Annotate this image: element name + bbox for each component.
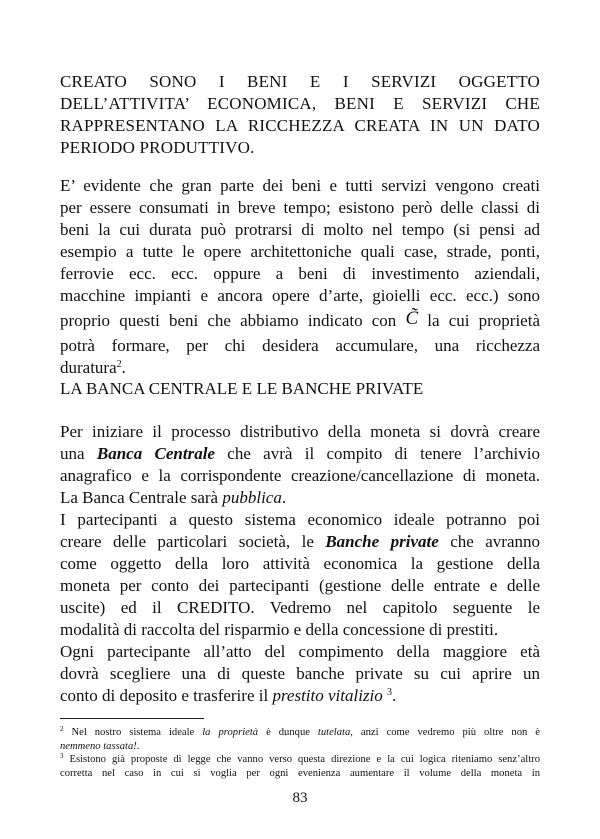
text-line: macchine impianti e ancora opere d’arte, gioielli ecc. ecc.) sono <box>60 286 540 305</box>
emphasis-central-bank: Banca Centrale <box>96 444 215 463</box>
durable-goods-paragraph <box>60 175 540 379</box>
text-line: esempio a tutte le opere architettoniche quali case, strade, ponti, <box>60 242 540 261</box>
intro-paragraph <box>60 71 540 159</box>
text-line: Per iniziare il processo distributivo della moneta si dovrà creare <box>60 422 540 441</box>
text-line: uscite) ed il CREDITO. Vedremo nel capitolo seguente le <box>60 598 540 617</box>
footnote-separator <box>60 718 204 719</box>
emphasis-private-banks: Banche private <box>325 532 439 551</box>
footnote-2-cont: nemmeno tassata!. <box>60 740 140 752</box>
text-line: anagrafico e la corrispondente creazione/cancellazione di moneta. <box>60 466 540 485</box>
section-heading: LA BANCA CENTRALE E LE BANCHE PRIVATE <box>60 379 424 398</box>
text-line: beni la cui durata può protrarsi di molto nel tempo (si pensi ad <box>60 220 540 239</box>
text-line: RAPPRESENTANO LA RICCHEZZA CREATA IN UN DATO <box>60 116 540 135</box>
footnote-3-cont: corretta nel caso in cui si voglia per ogni evenienza aumentare il volume della moneta in <box>60 767 540 779</box>
footnotes <box>60 726 540 780</box>
text-line: Ogni partecipante all’atto del compimento della maggiore età <box>60 642 540 661</box>
c-tilde-symbol: C̃ <box>405 308 419 329</box>
text-line: come oggetto della loro attività economica la gestione della <box>60 554 540 573</box>
footnote-3: $^3$ Esistono già proposte di legge che vanno verso questa direzione e la cui logica riteniamo senz’altro <box>60 752 540 765</box>
text-line: E’ evidente che gran parte dei beni e tutti servizi vengono creati <box>60 176 540 195</box>
footnote-ref: 2 <box>116 359 122 370</box>
text-line: dovrà scegliere una di queste banche private su cui aprire un <box>60 664 540 683</box>
text-line: PERIODO PRODUTTIVO. <box>60 138 255 157</box>
page-number: 83 <box>292 790 308 806</box>
emphasis-lifetime-loan: prestito vitalizio <box>272 686 383 705</box>
footnote-2: $^2$ Nel nostro sistema ideale la proprietà è dunque tutelata, anzi come vedremo più oltre non è <box>60 725 540 738</box>
text-line: moneta per conto dei partecipanti (gestione delle entrate e delle <box>60 576 540 595</box>
footnote-ref: 3 <box>387 687 393 698</box>
text-line: potrà formare, per chi desidera accumulare, una ricchezza <box>60 336 540 355</box>
text-line: conto di deposito e trasferire il prestito vitalizio $^3$. <box>60 686 397 705</box>
text-line: CREATO SONO I BENI E I SERVIZI OGGETTO <box>60 72 540 91</box>
text-line: La Banca Centrale sarà pubblica. <box>60 488 287 507</box>
text-line: ferrovie ecc. ecc. oppure a beni di investimento aziendali, <box>60 264 540 283</box>
text-line: I partecipanti a questo sistema economico ideale potranno poi <box>60 510 540 529</box>
text-line: per essere consumati in breve tempo; esistono però delle classi di <box>60 198 540 217</box>
text-line: una Banca Centrale che avrà il compito di tenere l’archivio <box>60 444 540 463</box>
text-line: proprio questi beni che abbiamo indicato con C̃ la cui proprietà <box>60 308 541 330</box>
text-line: modalità di raccolta del risparmio e della concessione di prestiti. <box>60 620 499 639</box>
central-bank-paragraph <box>60 421 540 707</box>
text-line: DELL’ATTIVITA’ ECONOMICA, BENI E SERVIZI CHE <box>60 94 540 113</box>
emphasis-public: pubblica <box>222 488 282 507</box>
text-line: duratura$^2$. <box>60 358 126 377</box>
text-line: creare delle particolari società, le Banche private che avranno <box>60 532 540 551</box>
